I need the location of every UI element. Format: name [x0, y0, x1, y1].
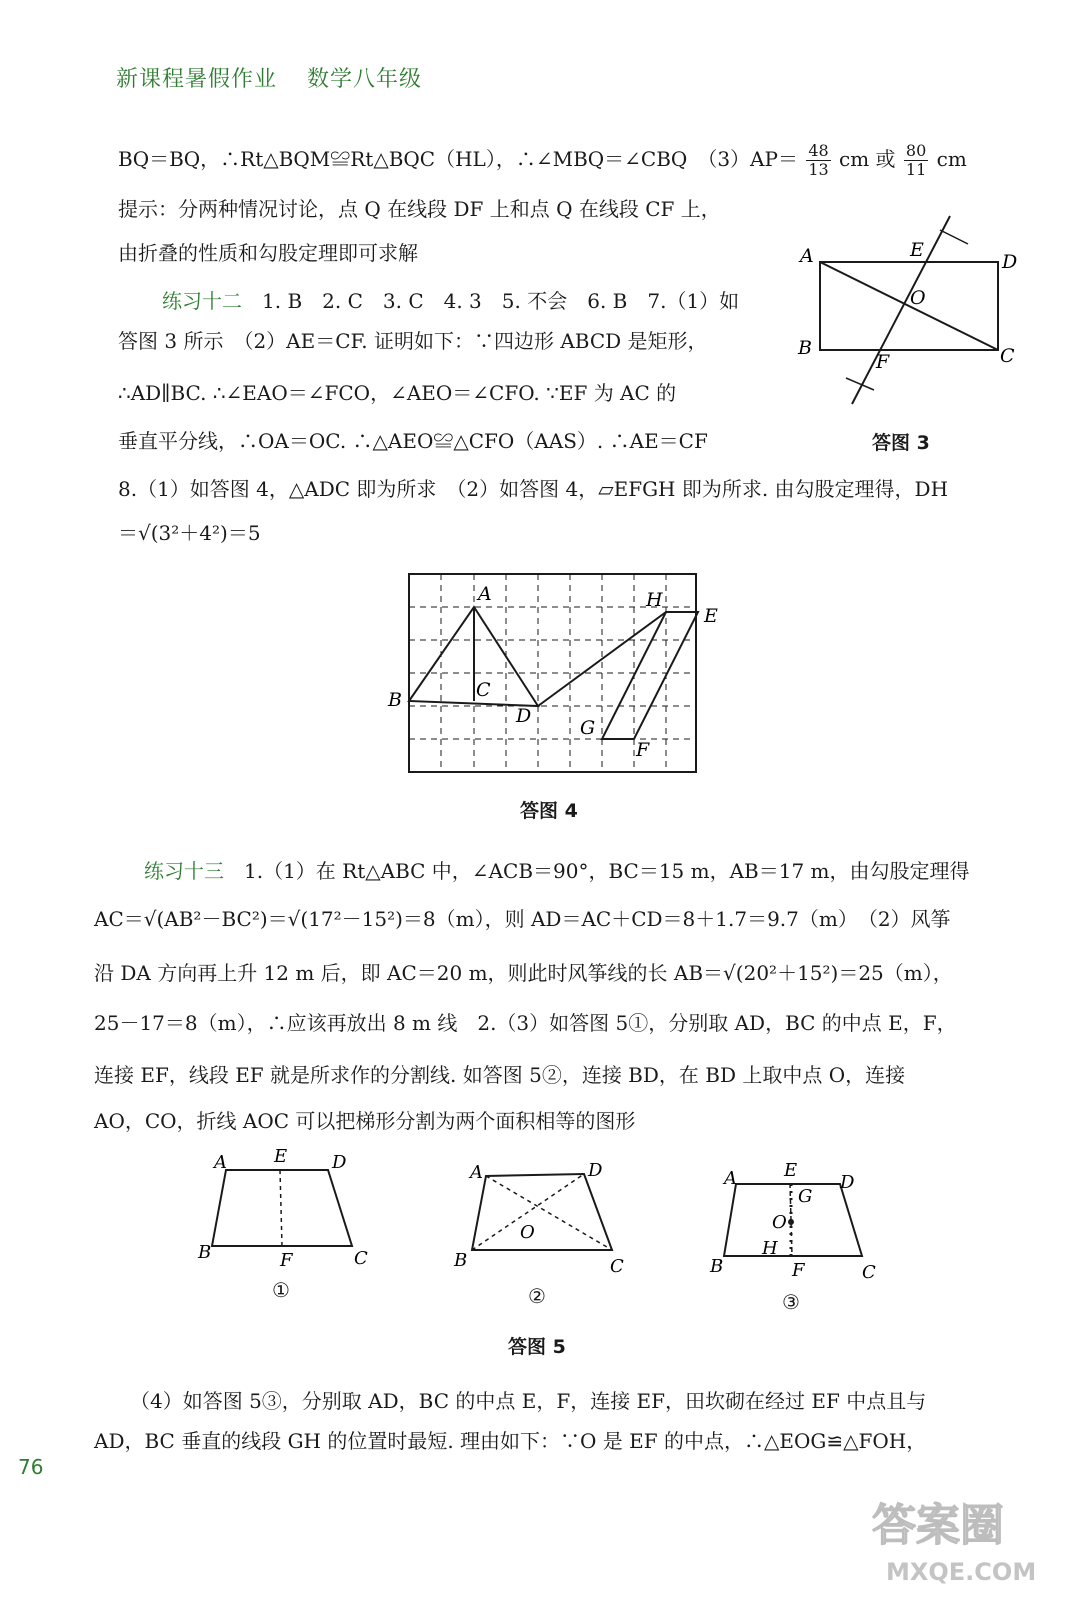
label-d: D	[1002, 251, 1018, 273]
fraction-80-11	[904, 142, 928, 179]
label-o: O	[772, 1212, 787, 1233]
figure-5-3	[700, 1150, 900, 1290]
text-line-3: 由折叠的性质和勾股定理即可求解	[118, 241, 418, 265]
fraction-48-13	[806, 142, 830, 179]
caption-fig3: 答图 3	[872, 432, 930, 454]
label-c: C	[610, 1256, 624, 1277]
figure-5-2	[446, 1150, 646, 1290]
text-line-9: ＝√(3²＋4²)＝5	[118, 521, 261, 545]
diagonal-ac	[820, 262, 998, 350]
label-c: C	[354, 1248, 368, 1269]
figure-number-2: ②	[528, 1284, 546, 1308]
text-line-1	[118, 142, 967, 179]
point-o	[788, 1219, 794, 1225]
section-label: 练习十三	[144, 859, 224, 883]
label-b: B	[198, 1242, 212, 1263]
label-a: A	[214, 1152, 227, 1173]
text-segment: 1.（1）在 Rt△ABC 中，∠ACB＝90°，BC＝15 m，AB＝17 m，由勾股定理得	[224, 859, 970, 883]
figure-5-1	[190, 1140, 390, 1300]
text-line-5: 答图 3 所示 （2）AE＝CF. 证明如下：∵四边形 ABCD 是矩形，	[118, 329, 708, 353]
text-segment: 1. B 2. C 3. C 4. 3 5. 不会 6. B 7.（1）如	[242, 289, 740, 313]
text-line-16: （4）如答图 5③，分别取 AD，BC 的中点 E，F，连接 EF，田坎砌在经过 EF 中点且与	[130, 1389, 927, 1413]
label-d: D	[516, 705, 532, 727]
label-e: E	[704, 605, 718, 627]
segment-ac	[486, 1176, 612, 1250]
label-a: A	[478, 583, 492, 605]
fraction-numerator: 80	[905, 141, 927, 160]
label-o: O	[910, 287, 926, 309]
segment-ef	[280, 1170, 282, 1246]
text-line-7: 垂直平分线，∴OA＝OC. ∴△AEO≌△CFO（AAS）. ∴AE＝CF	[118, 429, 708, 453]
label-o: O	[520, 1222, 535, 1243]
label-a: A	[470, 1162, 483, 1183]
label-c: C	[476, 679, 491, 701]
label-e: E	[784, 1160, 798, 1181]
svg-text:答案圈: 答案圈	[872, 1500, 1004, 1551]
text-line-6: ∴AD∥BC. ∴∠EAO＝∠FCO，∠AEO＝∠CFO. ∵EF 为 AC 的	[118, 381, 677, 405]
label-b: B	[798, 337, 812, 359]
watermark-graphic	[858, 1480, 1058, 1590]
arc-mark-top	[940, 230, 968, 244]
parallelogram-efgh	[602, 612, 698, 739]
label-e: E	[274, 1146, 288, 1167]
label-g: G	[580, 717, 596, 739]
trapezoid	[472, 1174, 612, 1250]
label-f: F	[792, 1260, 805, 1281]
section-label: 练习十二	[162, 289, 242, 313]
text-segment: cm 或	[839, 147, 896, 171]
figure-number-1: ①	[272, 1278, 290, 1302]
label-b: B	[388, 689, 402, 711]
text-line-14: 连接 EF，线段 EF 就是所求作的分割线. 如答图 5②，连接 BD，在 BD 上取中点 O，连接	[94, 1063, 906, 1087]
label-c: C	[1000, 345, 1015, 367]
page-header	[116, 62, 422, 93]
perpendicular-bisector-ef	[852, 216, 950, 404]
label-e: E	[910, 239, 924, 261]
text-line-15: AO，CO，折线 AOC 可以把梯形分割为两个面积相等的图形	[94, 1109, 636, 1133]
label-h: H	[762, 1238, 778, 1259]
label-h: H	[646, 589, 663, 611]
text-line-8: 8.（1）如答图 4，△ADC 即为所求 （2）如答图 4，▱EFGH 即为所求. 由勾股定理得，DH	[118, 477, 949, 501]
text-line-4	[162, 288, 739, 314]
book-subject: 数学八年级	[307, 67, 423, 92]
figure-4-grid	[384, 566, 724, 782]
fraction-denominator: 13	[808, 160, 829, 179]
label-f: F	[636, 739, 650, 761]
text-line-2: 提示：分两种情况讨论，点 Q 在线段 DF 上和点 Q 在线段 CF 上，	[118, 197, 721, 221]
label-d: D	[840, 1172, 855, 1193]
label-f: F	[876, 351, 890, 373]
text-line-12: 沿 DA 方向再上升 12 m 后，即 AC＝20 m，则此时风筝线的长 AB＝√(20²＋15²)＝25（m），	[94, 961, 953, 985]
fraction-numerator: 48	[808, 141, 829, 160]
label-b: B	[454, 1250, 468, 1271]
text-line-13: 25－17＝8（m），∴应该再放出 8 m 线 2.（3）如答图 5①，分别取 AD，BC 的中点 E，F，	[94, 1011, 957, 1035]
caption-fig4: 答图 4	[520, 800, 578, 822]
book-title: 新课程暑假作业	[116, 67, 278, 92]
figure-3-rectangle	[790, 200, 1030, 420]
caption-fig5: 答图 5	[508, 1336, 566, 1358]
text-line-10	[144, 858, 970, 884]
text-line-17: AD，BC 垂直的线段 GH 的位置时最短. 理由如下：∵O 是 EF 的中点，∴△EOG≌△FOH，	[94, 1429, 927, 1453]
fraction-denominator: 11	[905, 160, 927, 179]
text-segment: cm	[936, 147, 967, 171]
label-b: B	[710, 1256, 724, 1277]
text-line-11: AC＝√(AB²－BC²)＝√(17²－15²)＝8（m），则 AD＝AC＋CD＝8＋1.7＝9.7（m） （2）风筝	[94, 907, 951, 931]
figure-number-3: ③	[782, 1290, 800, 1314]
watermark-logo	[858, 1480, 1058, 1590]
text-segment: BQ＝BQ，∴Rt△BQM≌Rt△BQC（HL），∴∠MBQ＝∠CBQ （3）AP＝	[118, 147, 798, 171]
page-number: 76	[18, 1455, 44, 1479]
label-g: G	[798, 1186, 813, 1207]
label-f: F	[280, 1250, 293, 1271]
label-c: C	[862, 1262, 876, 1283]
label-d: D	[588, 1160, 603, 1181]
svg-text:MXQE.COM: MXQE.COM	[886, 1558, 1037, 1586]
segment-dh	[538, 612, 666, 706]
label-a: A	[800, 245, 814, 267]
label-d: D	[332, 1152, 347, 1173]
label-a: A	[724, 1168, 737, 1189]
